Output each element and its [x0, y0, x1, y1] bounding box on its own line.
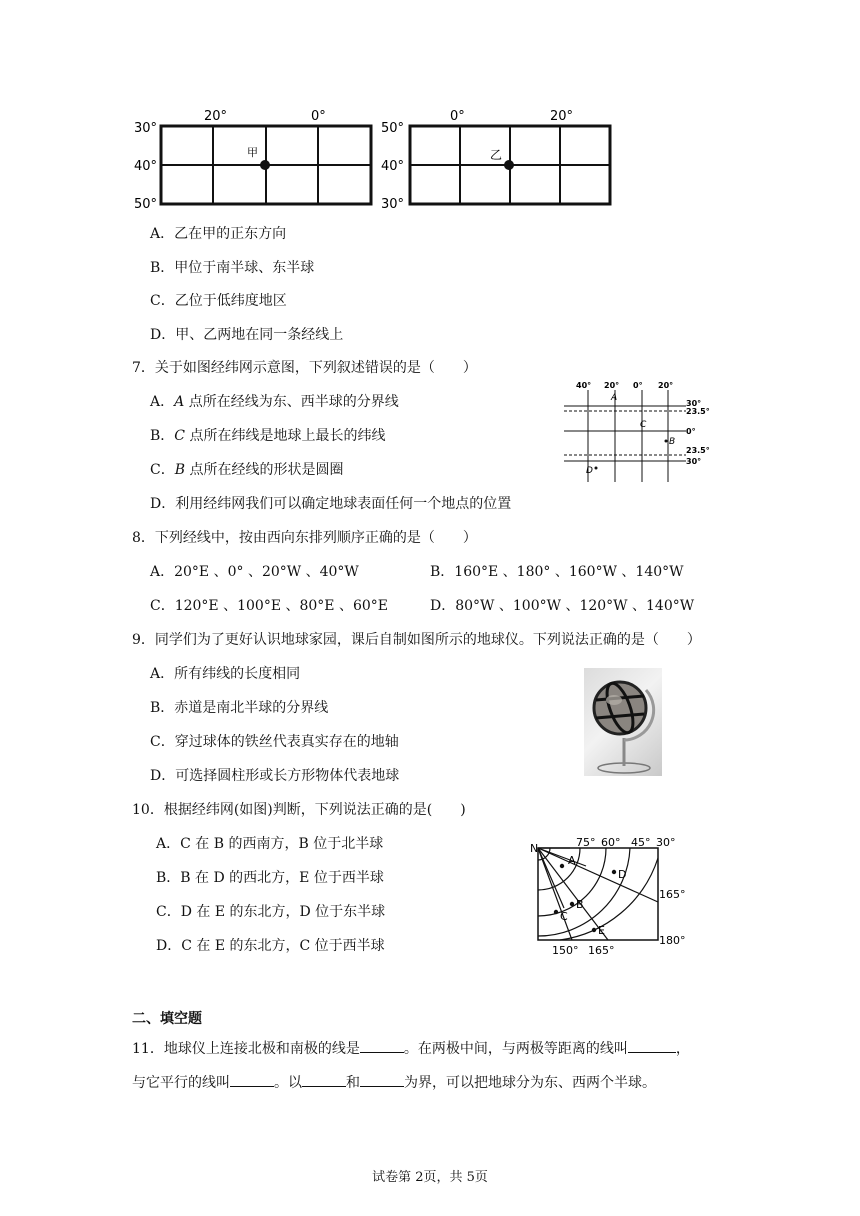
q6-option-c[interactable]: C．乙位于低纬度地区	[150, 293, 287, 309]
right-lat-label: 50°	[381, 121, 405, 136]
jia-point	[260, 160, 270, 170]
q7-right-label: 23.5°	[686, 446, 710, 455]
q11-text: 11．地球仪上连接北极和南极的线是	[132, 1041, 360, 1057]
point-var: B	[174, 462, 186, 478]
left-lon-label: 20°	[204, 109, 228, 124]
q7-option-c[interactable]	[150, 460, 343, 480]
right-lon-label: 0°	[450, 109, 465, 124]
q10-top-label: 60°	[601, 836, 621, 849]
q10-option-d[interactable]: D．C 在 E 的东北方，C 位于西半球	[156, 938, 385, 954]
section-title: 二、填空题	[132, 1011, 202, 1027]
q9-option-c[interactable]: C．穿过球体的铁丝代表真实存在的地轴	[150, 734, 399, 750]
q10-point-b: B	[576, 898, 584, 911]
q10-right-label: 180°	[659, 934, 686, 947]
option-text: 点所在纬线是地球上最长的纬线	[185, 428, 386, 444]
q6-option-b[interactable]: B．甲位于南半球、东半球	[150, 260, 315, 276]
q10-option-b[interactable]: B．B 在 D 的西北方，E 位于西半球	[156, 870, 384, 886]
yi-point	[504, 160, 514, 170]
left-lat-label: 40°	[134, 159, 158, 174]
q11-text: 。在两极中间，与两极等距离的线叫	[403, 1041, 628, 1057]
q7-d-dot	[595, 467, 598, 470]
option-letter: C．	[150, 462, 175, 478]
q10-bottom-label: 165°	[588, 944, 615, 957]
right-lat-label: 40°	[381, 159, 405, 174]
q7-point-b: B	[669, 437, 676, 447]
q10-figure	[528, 836, 696, 960]
q11-blank-1[interactable]	[360, 1038, 404, 1053]
left-lon-label: 0°	[311, 109, 326, 124]
q11-text: 和	[346, 1075, 360, 1091]
q11-text: ，	[675, 1041, 690, 1057]
q10-stem: 10．根据经纬网(如图)判断，下列说法正确的是( )	[132, 802, 466, 818]
q10-point-c: C	[560, 910, 568, 923]
right-grid	[381, 109, 610, 212]
q10-point-d: D	[618, 868, 627, 881]
yi-label: 乙	[490, 148, 503, 162]
option-text: 点所在经线为东、西半球的分界线	[184, 394, 399, 410]
q7-right-label: 0°	[686, 427, 696, 436]
q11-text: 与它平行的线叫	[132, 1075, 230, 1091]
q7-option-d[interactable]	[150, 494, 511, 514]
q10-top-label: 75°	[576, 836, 596, 849]
q10-bottom-label: 150°	[552, 944, 579, 957]
q8-option-c[interactable]: C．120°E 、100°E 、80°E 、60°E	[150, 598, 389, 614]
left-lat-label: 30°	[134, 121, 158, 136]
option-letter: D．	[150, 496, 176, 512]
q7-right-label: 23.5°	[686, 407, 710, 416]
q7-top-label: 20°	[658, 381, 674, 390]
q6-option-d[interactable]: D．甲、乙两地在同一条经线上	[150, 327, 344, 343]
q10-top-label: 45°	[631, 836, 651, 849]
point-var: C	[174, 428, 186, 444]
q7-option-a[interactable]	[150, 392, 399, 412]
q7-option-b[interactable]	[150, 426, 385, 446]
q9-option-d[interactable]: D．可选择圆柱形或长方形物体代表地球	[150, 768, 400, 784]
q7-right-label: 30°	[686, 457, 702, 466]
right-lat-label: 30°	[381, 197, 405, 212]
page-footer: 试卷第 2页，共 5页	[372, 1170, 488, 1185]
right-lon-label: 20°	[550, 109, 574, 124]
q7-stem: 7．关于如图经纬网示意图，下列叙述错误的是（ ）	[132, 360, 477, 376]
q11-blank-5[interactable]	[360, 1072, 404, 1087]
option-letter: B．	[150, 428, 175, 444]
q7-right-label: 30°	[686, 399, 702, 408]
q10-right-label: 165°	[659, 888, 686, 901]
q8-stem: 8．下列经线中，按由西向东排列顺序正确的是（ ）	[132, 530, 477, 546]
globe-icon	[584, 668, 662, 776]
q9-option-a[interactable]: A．所有纬线的长度相同	[150, 666, 301, 682]
q10-point-a: A	[568, 854, 576, 867]
q10-point-e: E	[598, 924, 605, 937]
left-lat-label: 50°	[134, 197, 158, 212]
globe-photo	[584, 668, 662, 776]
q11-blank-3[interactable]	[230, 1072, 274, 1087]
q10-option-a[interactable]: A．C 在 B 的西南方，B 位于北半球	[156, 836, 384, 852]
left-grid	[134, 109, 371, 212]
q11-blank-4[interactable]	[302, 1072, 346, 1087]
option-letter: A．	[150, 394, 175, 410]
q9-stem: 9．同学们为了更好认识地球家园，课后自制如图所示的地球仪。下列说法正确的是（ ）	[132, 632, 701, 648]
q10-option-c[interactable]: C．D 在 E 的东北方，D 位于东半球	[156, 904, 386, 920]
q11-blank-2[interactable]	[628, 1038, 676, 1053]
q6-option-a[interactable]: A．乙在甲的正东方向	[150, 226, 287, 242]
jia-label: 甲	[247, 146, 258, 159]
q7-top-label: 40°	[576, 381, 592, 390]
q11-text: 。以	[274, 1075, 302, 1091]
q11-line1	[132, 1038, 690, 1059]
q6-figure	[128, 104, 618, 212]
q10-top-label: 30°	[656, 836, 676, 849]
q8-option-d[interactable]: D．80°W 、100°W 、120°W 、140°W	[430, 598, 695, 614]
q7-point-a: A	[611, 393, 618, 403]
q8-option-b[interactable]: B．160°E 、180° 、160°W 、140°W	[430, 564, 684, 580]
q7-b-dot	[665, 440, 668, 443]
q7-figure	[560, 378, 720, 486]
q11-line2	[132, 1072, 656, 1093]
q7-point-d: D	[586, 466, 593, 476]
q7-point-c: C	[640, 420, 647, 430]
q11-text: 为界，可以把地球分为东、西两个半球。	[404, 1075, 656, 1091]
q10-pole-label: N	[530, 842, 539, 855]
option-text: 点所在经线的形状是圆圈	[185, 462, 344, 478]
q7-top-label: 20°	[604, 381, 620, 390]
q7-top-label: 0°	[633, 381, 643, 390]
q8-option-a[interactable]: A．20°E 、0° 、20°W 、40°W	[150, 564, 359, 580]
point-var: A	[174, 394, 185, 410]
option-text: 利用经纬网我们可以确定地球表面任何一个地点的位置	[175, 496, 512, 512]
q9-option-b[interactable]: B．赤道是南北半球的分界线	[150, 700, 329, 716]
